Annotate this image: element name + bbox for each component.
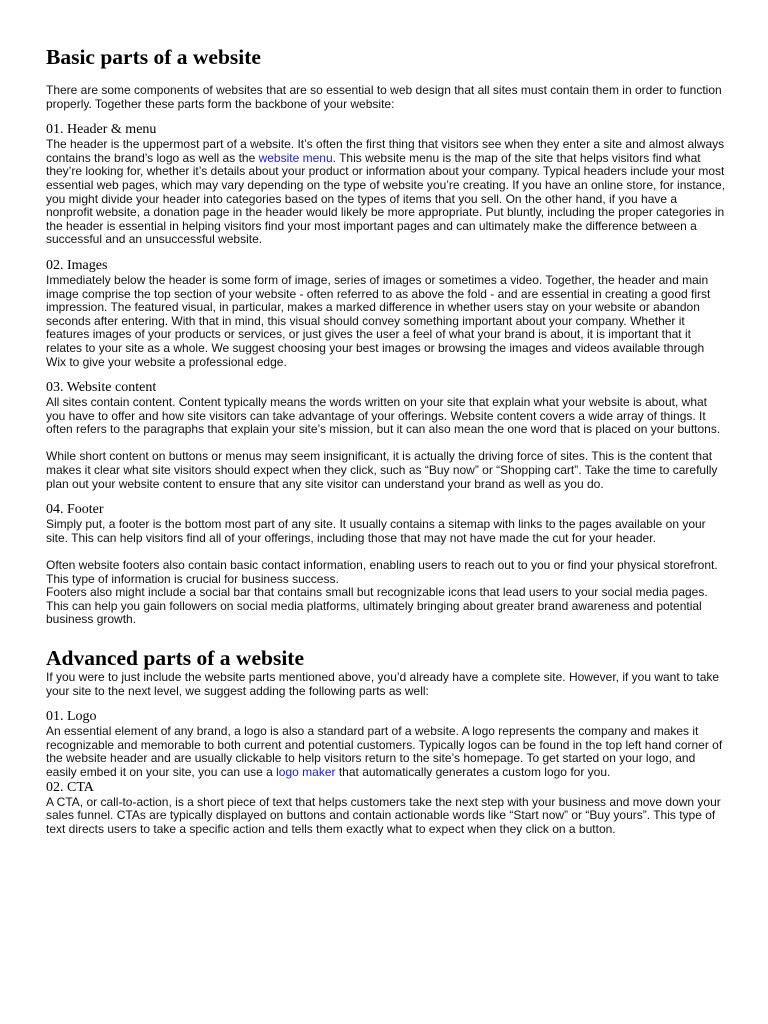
paragraph-images: Immediately below the header is some form of image, series of images or sometimes a video. Together, the header and main image comprise the top section of your website - often referred to as above the fold - and are essential in creating a good first impression. The featured visual, in particular, makes a marked difference in whether users stay on your website or abandon seconds after entering. With that in mind, this visual should convey something important about your company. Whether it features images of your products or services, or just gives the user a feel of what your brand is about, it is important that it relates to your site as a whole. We suggest choosing your best images or browsing the images and videos available through Wix to give your website a professional edge.	[46, 272, 711, 369]
section-title-basic-parts: Basic parts of a website	[46, 45, 261, 69]
paragraph-header-menu	[46, 138, 726, 247]
document-page	[46, 44, 726, 836]
heading-footer: 04. Footer	[46, 502, 104, 518]
website-menu-link[interactable]: website menu	[258, 150, 333, 165]
heading-cta: 02. CTA	[46, 779, 94, 795]
paragraph-website-content-1: All sites contain content. Content typically means the words written on your site that explain what your website is about, what you have to offer and how site visitors can take advantage of your offerings. Website content covers a wide array of things. It often refers to the paragraphs that explain your site’s mission, but it can also mean the one word that is placed on your buttons.	[46, 395, 721, 437]
text-logo-part1: An essential element of any brand, a logo is also a standard part of a website. A logo represents the company and makes it recognizable and memorable to both current and potential customers. Typically logos can be found in the top left hand corner of the website header and are usually clickable to help visitors return to the site’s homepage. To get started on your logo, and easily embed it on your site, you can use a	[46, 724, 723, 779]
section-intro-basic-parts: There are some components of websites that are so essential to web design that all sites must contain them in order to function properly. Together these parts form the backbone of your website:	[46, 83, 722, 111]
text-header-menu-part1: The header is the uppermost part of a website. It’s often the first thing that visitors see when they enter a site and almost always contains the brand’s logo as well as the	[46, 137, 725, 165]
paragraph-cta: A CTA, or call-to-action, is a short piece of text that helps customers take the next step with your business and move down your sales funnel. CTAs are typically displayed on buttons and contain actionable words like “Start now” or “Buy yours”. This type of text directs users to take a specific action and tells them exactly what to expect when they click on a button.	[46, 794, 721, 836]
paragraph-website-content-2: While short content on buttons or menus may seem insignificant, it is actually the driving force of sites. This is the content that makes it clear what site visitors should expect when they click, such as “Buy now” or “Shopping cart”. Take the time to carefully plan out your website content to ensure that any site visitor can understand your brand as well as you do.	[46, 449, 718, 491]
paragraph-footer-1: Simply put, a footer is the bottom most part of any site. It usually contains a sitemap with links to the pages available on your site. This can help visitors find all of your offerings, including those that may not have made the cut for your header.	[46, 517, 706, 545]
heading-images: 02. Images	[46, 257, 108, 273]
section-intro-advanced-parts: If you were to just include the website parts mentioned above, you’d already have a complete site. However, if you want to take your site to the next level, we suggest adding the following parts as well:	[46, 670, 720, 698]
heading-website-content: 03. Website content	[46, 380, 157, 396]
paragraph-footer-3: Footers also might include a social bar that contains small but recognizable icons that lead users to your social media pages. This can help you gain followers on social media platforms, ultimately bringing about greater brand awareness and potential business growth.	[46, 585, 708, 627]
heading-logo: 01. Logo	[46, 709, 97, 725]
logo-maker-link[interactable]: logo maker	[276, 764, 336, 779]
paragraph-footer-2: Often website footers also contain basic contact information, enabling users to reach out to you or find your physical storefront. This type of information is crucial for business success.	[46, 558, 718, 586]
paragraph-logo	[46, 725, 726, 779]
section-title-advanced-parts: Advanced parts of a website	[46, 646, 304, 670]
heading-header-menu: 01. Header & menu	[46, 122, 157, 138]
text-header-menu-part2: . This website menu is the map of the site that helps visitors find what they’re looking for, whether it’s details about your product or information about your company. Typical headers include your most essential web pages, which may vary depending on the type of website you’re creating. If you have an online store, for instance, you might divide your header into categories based on the types of items that you sell. On the other hand, if you have a nonprofit website, a donation page in the header would likely be more appropriate. Put bluntly, including the proper categories in the header is essential in helping visitors find your most important pages and can ultimately make the difference between a successful and an unsuccessful website.	[46, 150, 726, 247]
text-logo-part2: that automatically generates a custom logo for you.	[335, 764, 611, 779]
